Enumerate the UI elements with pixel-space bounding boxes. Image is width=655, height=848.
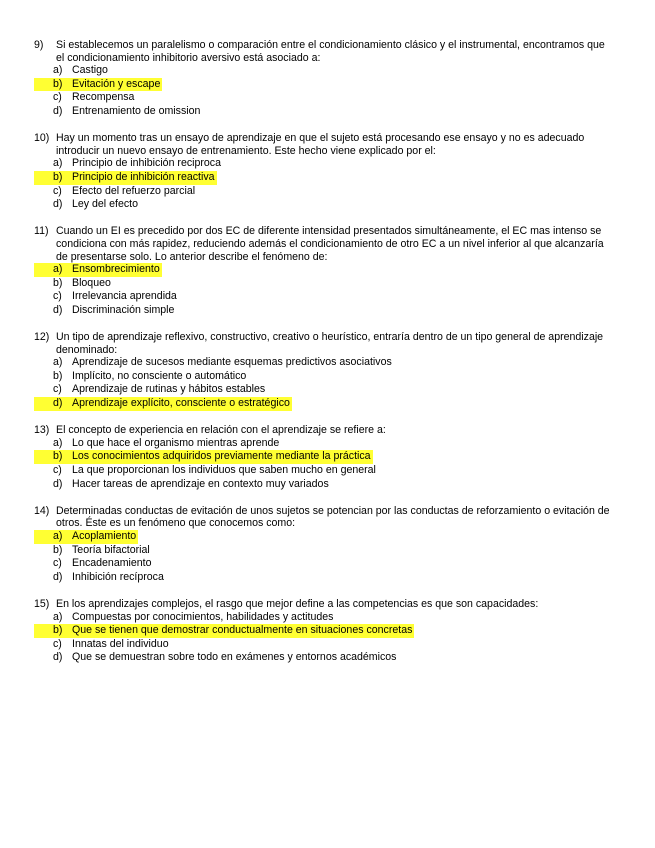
question-item — [34, 505, 614, 585]
option-letter: c) — [53, 557, 62, 570]
answer-option — [34, 157, 614, 171]
option-text: Teoría bifactorial — [72, 543, 150, 556]
option-letter: b) — [53, 170, 63, 183]
option-text: Irrelevancia aprendida — [72, 290, 177, 303]
answer-option — [34, 530, 614, 544]
option-text: Inhibición recíproca — [72, 570, 164, 583]
option-text: Recompensa — [72, 91, 135, 104]
option-text: Que se demuestran sobre todo en exámenes y entornos académicos — [72, 651, 397, 664]
highlighted-answer — [34, 530, 138, 544]
option-letter: b) — [53, 543, 63, 556]
option-letter: b) — [53, 276, 63, 289]
option-text: Castigo — [72, 64, 108, 77]
highlighted-answer — [34, 78, 162, 92]
option-letter: a) — [53, 436, 63, 449]
option-text: Compuestas por conocimientos, habilidades y actitudes — [72, 610, 334, 623]
option-letter: d) — [53, 104, 63, 117]
option-letter: a) — [53, 263, 63, 276]
option-text: Ley del efecto — [72, 198, 138, 211]
option-letter: c) — [53, 464, 62, 476]
answer-option — [34, 91, 614, 105]
option-text: Aprendizaje de rutinas y hábitos estables — [72, 383, 266, 396]
question-text: Si establecemos un paralelismo o comparación entre el condicionamiento clásico y el instrumental, encontramos que el condicionamiento inhibitorio aversivo está asociado a: — [56, 39, 605, 64]
option-text: Que se tienen que demostrar conductualmente en situaciones concretas — [72, 624, 413, 637]
answer-option — [34, 437, 614, 451]
option-letter: b) — [53, 77, 63, 90]
option-text: Principio de inhibición reactiva — [72, 170, 215, 183]
option-letter: a) — [53, 529, 63, 542]
question-list — [34, 39, 614, 665]
option-text: Encadenamiento — [72, 557, 152, 570]
question-header — [34, 225, 614, 263]
question-item — [34, 225, 614, 317]
question-text: Un tipo de aprendizaje reflexivo, constructivo, creativo o heurístico, entraría dentro de un tipo general de aprendizaje denominado: — [56, 331, 604, 356]
answer-option — [34, 450, 614, 464]
highlighted-answer — [34, 450, 373, 464]
option-text: Evitación y escape — [72, 77, 161, 90]
answer-option — [34, 78, 614, 92]
answer-option — [34, 290, 614, 304]
question-number: 12) — [34, 331, 50, 344]
question-header — [34, 598, 614, 611]
answer-option — [34, 464, 614, 478]
option-letter: a) — [53, 157, 63, 170]
question-text: Determinadas conductas de evitación de unos sujetos se potencian por las conductas de reforzamiento o evitación de otros. Éste es un fenómeno que conocemos como: — [56, 504, 610, 530]
question-number: 13) — [34, 424, 50, 437]
option-text: Discriminación simple — [72, 303, 175, 316]
option-text: Innatas del individuo — [72, 637, 169, 650]
question-number: 9) — [34, 39, 44, 51]
option-letter: d) — [53, 397, 63, 410]
answer-option — [34, 624, 614, 638]
option-text: Hacer tareas de aprendizaje en contexto muy variados — [72, 477, 329, 490]
option-letter: d) — [53, 198, 63, 211]
answer-option — [34, 611, 614, 625]
option-text: La que proporcionan los individuos que saben mucho en general — [72, 464, 376, 476]
answer-option — [34, 397, 614, 411]
highlighted-answer — [34, 624, 414, 638]
answer-option — [34, 356, 614, 370]
highlighted-answer — [34, 171, 217, 185]
question-item — [34, 331, 614, 411]
answer-option — [34, 185, 614, 199]
question-number: 10) — [34, 132, 50, 145]
option-text: Ensombrecimiento — [72, 263, 160, 276]
answer-option — [34, 263, 614, 277]
option-letter: b) — [53, 624, 63, 637]
option-letter: b) — [53, 369, 63, 382]
option-letter: c) — [53, 290, 62, 303]
answer-option — [34, 198, 614, 212]
answer-option — [34, 304, 614, 318]
question-item — [34, 39, 614, 119]
question-header — [34, 505, 614, 530]
question-header — [34, 331, 614, 356]
question-text: Hay un momento tras un ensayo de aprendizaje en que el sujeto está procesando ese ensayo y no es adecuado introducir un nuevo ensayo de entrenamiento. Este hecho viene explicado por el: — [56, 132, 585, 157]
answer-option — [34, 370, 614, 384]
answer-option — [34, 544, 614, 558]
answer-option — [34, 638, 614, 652]
question-number: 11) — [34, 225, 49, 238]
answer-option — [34, 64, 614, 78]
answer-option — [34, 478, 614, 492]
option-letter: d) — [53, 651, 63, 664]
answer-option — [34, 571, 614, 585]
document-page — [34, 39, 614, 679]
option-text: Aprendizaje de sucesos mediante esquemas predictivos asociativos — [72, 356, 392, 369]
answer-option — [34, 383, 614, 397]
question-header — [34, 39, 614, 64]
option-text: Entrenamiento de omission — [72, 104, 201, 117]
question-text: Cuando un EI es precedido por dos EC de diferente intensidad presentados simultáneamente, el EC mas intenso se condiciona con más rapidez, reduciendo además el condicionamiento de otro EC a un nivel inferior al que alcanzaría de presentarse solo. Lo anterior describe el fenómeno de: — [56, 225, 604, 263]
option-text: Los conocimientos adquiridos previamente mediante la práctica — [72, 450, 371, 463]
question-number: 15) — [34, 597, 50, 610]
question-header — [34, 424, 614, 437]
question-item — [34, 132, 614, 212]
option-letter: d) — [53, 303, 63, 316]
answer-option — [34, 557, 614, 571]
option-letter: a) — [53, 356, 63, 369]
option-letter: c) — [53, 637, 62, 650]
answer-option — [34, 651, 614, 665]
answer-option — [34, 105, 614, 119]
option-text: Implícito, no consciente o automático — [72, 369, 247, 382]
option-text: Lo que hace el organismo mientras aprende — [72, 436, 280, 449]
option-text: Principio de inhibición reciproca — [72, 157, 221, 170]
highlighted-answer — [34, 397, 292, 411]
option-letter: c) — [53, 184, 62, 197]
question-number: 14) — [34, 504, 50, 517]
option-text: Acoplamiento — [72, 529, 137, 542]
highlighted-answer — [34, 263, 162, 277]
option-text: Efecto del refuerzo parcial — [72, 184, 196, 197]
option-letter: c) — [53, 383, 62, 396]
answer-option — [34, 277, 614, 291]
option-text: Bloqueo — [72, 276, 111, 289]
question-text: El concepto de experiencia en relación con el aprendizaje se refiere a: — [56, 424, 386, 437]
question-header — [34, 132, 614, 157]
question-text: En los aprendizajes complejos, el rasgo que mejor define a las competencias es que son capacidades: — [56, 597, 539, 610]
question-item — [34, 598, 614, 665]
option-text: Aprendizaje explícito, consciente o estratégico — [72, 397, 290, 410]
option-letter: b) — [53, 450, 63, 463]
option-letter: a) — [53, 64, 63, 77]
question-item — [34, 424, 614, 491]
option-letter: a) — [53, 610, 63, 623]
option-letter: d) — [53, 570, 63, 583]
option-letter: c) — [53, 91, 62, 104]
answer-option — [34, 171, 614, 185]
option-letter: d) — [53, 477, 63, 490]
